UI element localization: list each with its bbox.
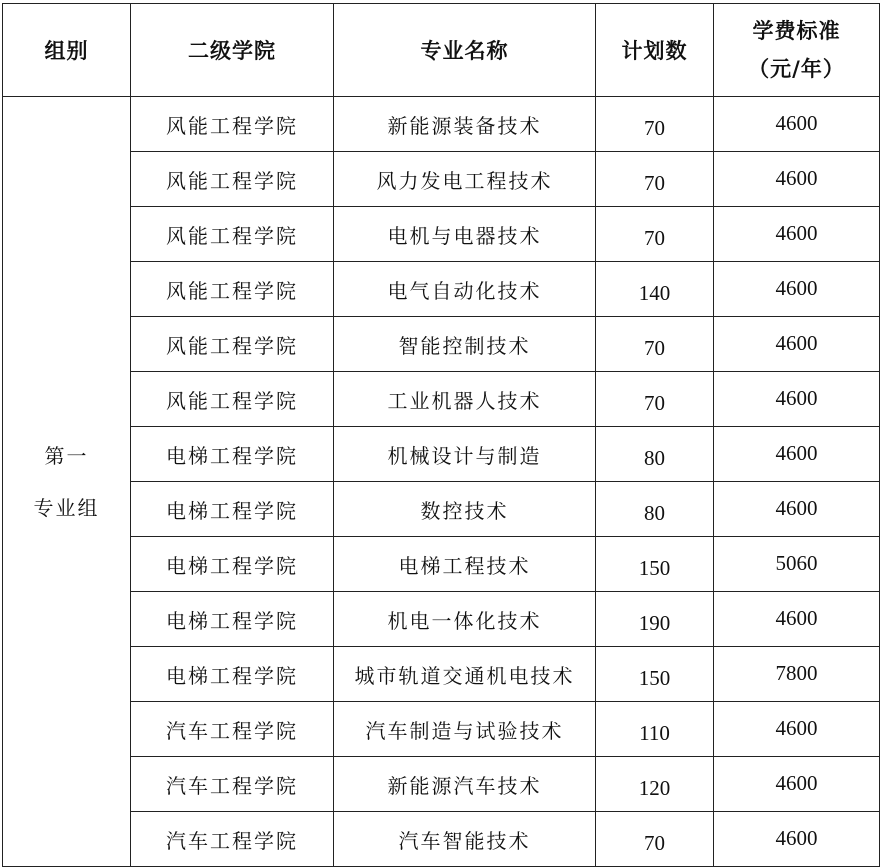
plan-cell: 70 [596,207,714,262]
college-cell: 汽车工程学院 [131,702,334,757]
plan-cell: 70 [596,152,714,207]
fee-cell: 4600 [714,757,880,812]
fee-cell: 4600 [714,592,880,647]
header-fee-title: 学费标准 [752,19,841,43]
college-cell: 风能工程学院 [131,97,334,152]
header-fee [714,4,880,97]
major-cell: 智能控制技术 [334,317,596,372]
group-label-line1: 第一 [44,443,89,468]
major-cell: 工业机器人技术 [334,372,596,427]
college-cell: 风能工程学院 [131,207,334,262]
header-college: 二级学院 [131,4,334,97]
header-fee-unit: （元/年） [748,57,845,81]
college-cell: 风能工程学院 [131,262,334,317]
major-cell: 新能源汽车技术 [334,757,596,812]
table-row [3,647,880,702]
plan-cell: 80 [596,427,714,482]
plan-cell: 140 [596,262,714,317]
college-cell: 电梯工程学院 [131,537,334,592]
major-cell: 机电一体化技术 [334,592,596,647]
group-cell [3,97,131,867]
college-cell: 电梯工程学院 [131,592,334,647]
plan-cell: 150 [596,647,714,702]
table-row [3,537,880,592]
table-row [3,702,880,757]
fee-cell: 7800 [714,647,880,702]
fee-cell: 4600 [714,812,880,867]
table-row [3,482,880,537]
plan-cell: 110 [596,702,714,757]
major-cell: 风力发电工程技术 [334,152,596,207]
header-row [3,4,880,97]
table-row [3,372,880,427]
table-row [3,152,880,207]
major-cell: 城市轨道交通机电技术 [334,647,596,702]
group-label-line2: 专业组 [33,495,100,520]
fee-cell: 4600 [714,427,880,482]
college-cell: 汽车工程学院 [131,757,334,812]
table-row [3,757,880,812]
fee-cell: 4600 [714,207,880,262]
header-group: 组别 [3,4,131,97]
table-row [3,262,880,317]
major-cell: 电梯工程技术 [334,537,596,592]
fee-cell: 4600 [714,482,880,537]
table-row [3,592,880,647]
header-plan: 计划数 [596,4,714,97]
major-cell: 电气自动化技术 [334,262,596,317]
college-cell: 汽车工程学院 [131,812,334,867]
table-row [3,427,880,482]
college-cell: 风能工程学院 [131,152,334,207]
table-row [3,97,880,152]
major-cell: 汽车制造与试验技术 [334,702,596,757]
plan-cell: 190 [596,592,714,647]
fee-cell: 4600 [714,372,880,427]
plan-cell: 120 [596,757,714,812]
plan-cell: 70 [596,97,714,152]
fee-cell: 4600 [714,702,880,757]
table-row [3,207,880,262]
table-row [3,317,880,372]
table-body [3,97,880,867]
college-cell: 风能工程学院 [131,317,334,372]
major-cell: 机械设计与制造 [334,427,596,482]
major-cell: 新能源装备技术 [334,97,596,152]
fee-cell: 4600 [714,262,880,317]
major-cell: 数控技术 [334,482,596,537]
fee-cell: 5060 [714,537,880,592]
table-header [3,4,880,97]
table-row [3,812,880,867]
enrollment-plan-table [2,3,880,867]
fee-cell: 4600 [714,152,880,207]
fee-cell: 4600 [714,317,880,372]
college-cell: 电梯工程学院 [131,427,334,482]
college-cell: 风能工程学院 [131,372,334,427]
college-cell: 电梯工程学院 [131,482,334,537]
fee-cell: 4600 [714,97,880,152]
major-cell: 汽车智能技术 [334,812,596,867]
major-cell: 电机与电器技术 [334,207,596,262]
header-major: 专业名称 [334,4,596,97]
plan-cell: 150 [596,537,714,592]
plan-cell: 70 [596,372,714,427]
plan-cell: 70 [596,812,714,867]
plan-cell: 70 [596,317,714,372]
plan-cell: 80 [596,482,714,537]
college-cell: 电梯工程学院 [131,647,334,702]
